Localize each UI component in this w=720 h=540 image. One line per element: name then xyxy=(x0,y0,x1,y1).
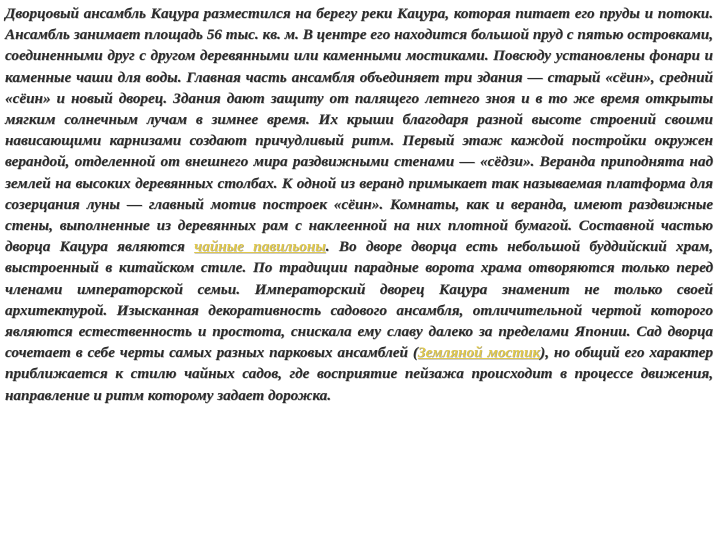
text-part-3: ), но общий его характер приближается к стилю чайных садов, где восприятие пейзажа происходит в процессе движения, направление и ритм которому задает дорожка. xyxy=(5,344,714,404)
text-part-1: Дворцовый ансамбль Кацура разместился на берегу реки Кацура, которая питает его пруды и потоки. Ансамбль занимает площадь 56 тыс. кв. м. В центре его находится большой пруд с пятью островками, соединенными друг с другом деревянными или каменными мостиками. Повсюду установлены фонари и каменные чаши для воды. Главная часть ансамбля объединяет три здания — старый «сёин», средний «сёин» и новый дворец. Здания дают защиту от палящего летнего зноя и в то же время открыты мягким солнечным лучам в зимнее время. Их крыши благодаря разной высоте строений своими нависающими карнизами создают причудливый ритм. Первый этаж каждой постройки окружен верандой, отделенной от внешнего мира раздвижными стенами — «сёдзи». Веранда приподнята над землей на высоких деревянных столбах. К одной из веранд примыкает так называемая платформа для созерцания луны — главный мотив построек «сёин». Комнаты, как и веранда, имеют раздвижные стены, выполненные из деревянных рам с наклеенной на них плотной бумагой. Составной частью дворца Кацура являются xyxy=(5,5,713,256)
tea-pavilions-link[interactable]: чайные павильоны xyxy=(194,238,326,256)
earthen-bridge-link[interactable]: Земляной мостик xyxy=(417,344,541,362)
body-text xyxy=(5,3,713,406)
text-part-2: . Во дворе дворца есть небольшой буддийский храм, выстроенный в китайском стиле. По традиции парадные ворота храма отворяются только перед членами императорской семьи. Императорский дворец Кацура знаменит не только своей архитектурой. Изысканная декоративность садового ансамбля, отличительной чертой которого являются естественность и простота, снискала ему славу далеко за пределами Японии. Сад дворца сочетает в себе черты самых разных парковых ансамблей ( xyxy=(5,238,714,362)
